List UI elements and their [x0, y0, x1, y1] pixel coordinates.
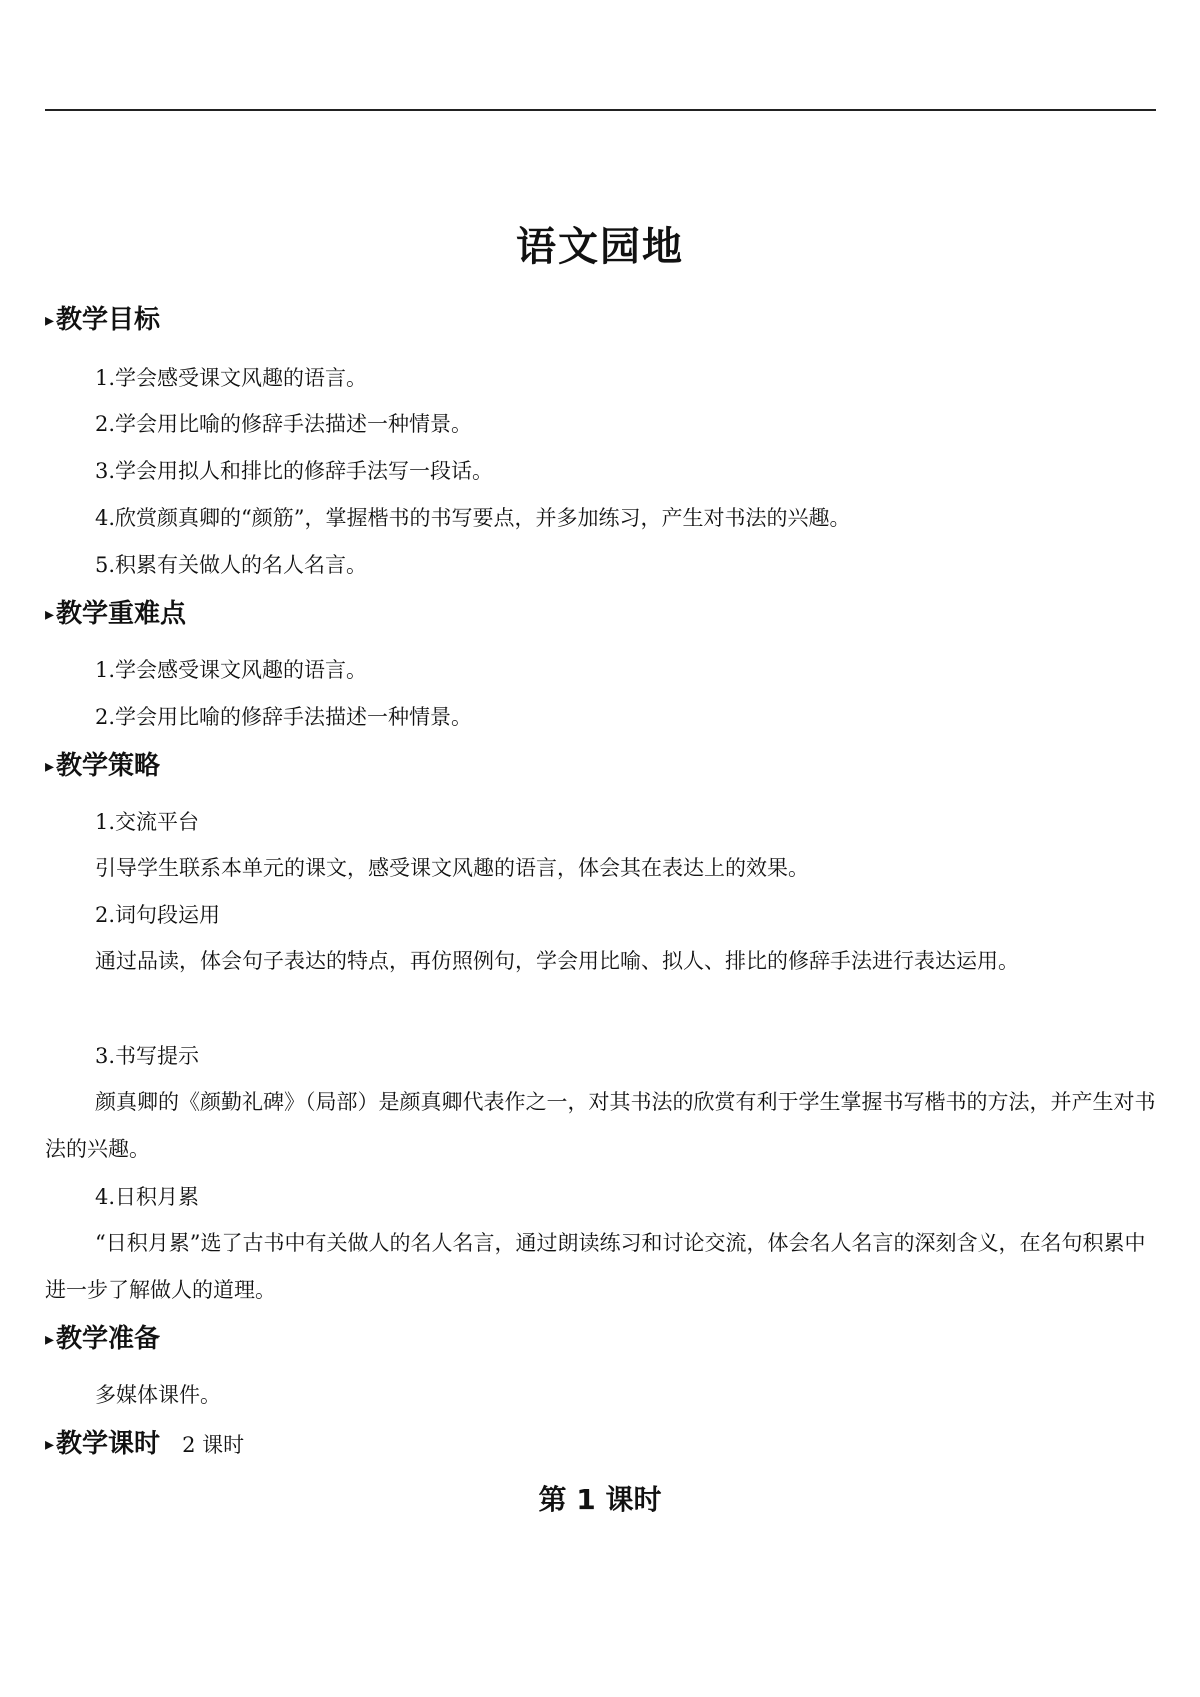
triangle-bullet-icon: ▸ [45, 1434, 55, 1455]
strategy-label: 4.日积月累 [95, 1185, 200, 1209]
preparation-text: 多媒体课件。 [95, 1383, 221, 1407]
strategy-label: 1.交流平台 [95, 810, 200, 834]
lesson-title: 第 1 课时 [538, 1483, 662, 1516]
section-heading-strategies [45, 748, 160, 785]
strategy-text: 颜真卿的《颜勤礼碑》（局部）是颜真卿代表作之一，对其书法的欣赏有利于学生掌握书写楷书的方法，并产生对书法的兴趣。 [45, 1090, 1156, 1161]
objective-item: 4.欣赏颜真卿的“颜筋”，掌握楷书的书写要点，并多加练习，产生对书法的兴趣。 [95, 506, 851, 530]
key-point-item: 1.学会感受课文风趣的语言。 [95, 658, 368, 682]
section-heading-text: 教学策略 [56, 751, 161, 781]
objective-item: 3.学会用拟人和排比的修辞手法写一段话。 [95, 459, 494, 483]
section-heading-preparation [45, 1321, 160, 1358]
key-point-item: 2.学会用比喻的修辞手法描述一种情景。 [95, 705, 473, 729]
section-heading-key-points [45, 596, 186, 633]
strategy-label: 3.书写提示 [95, 1044, 200, 1068]
objective-item: 1.学会感受课文风趣的语言。 [95, 366, 368, 390]
strategy-text: 引导学生联系本单元的课文，感受课文风趣的语言，体会其在表达上的效果。 [95, 856, 809, 880]
section-heading-objectives [45, 302, 160, 339]
section-heading-text: 教学准备 [56, 1324, 161, 1354]
header-rule [45, 109, 1156, 111]
triangle-bullet-icon: ▸ [45, 756, 55, 777]
triangle-bullet-icon: ▸ [45, 1329, 55, 1350]
objective-item: 5.积累有关做人的名人名言。 [95, 553, 368, 577]
objective-item: 2.学会用比喻的修辞手法描述一种情景。 [95, 412, 473, 436]
section-heading-periods [45, 1426, 244, 1463]
strategy-label: 2.词句段运用 [95, 903, 221, 927]
periods-value: 2 课时 [182, 1433, 245, 1457]
section-heading-text: 教学重难点 [56, 599, 187, 629]
section-heading-text: 教学课时 [56, 1429, 161, 1459]
triangle-bullet-icon: ▸ [45, 604, 55, 625]
strategy-text: “日积月累”选了古书中有关做人的名人名言，通过朗读练习和讨论交流，体会名人名言的深刻含义，在名句积累中进一步了解做人的道理。 [45, 1231, 1146, 1302]
triangle-bullet-icon: ▸ [45, 310, 55, 331]
strategy-text: 通过品读，体会句子表达的特点，再仿照例句，学会用比喻、拟人、排比的修辞手法进行表达运用。 [95, 949, 1019, 973]
page-title: 语文园地 [516, 224, 684, 270]
section-heading-text: 教学目标 [56, 305, 161, 335]
